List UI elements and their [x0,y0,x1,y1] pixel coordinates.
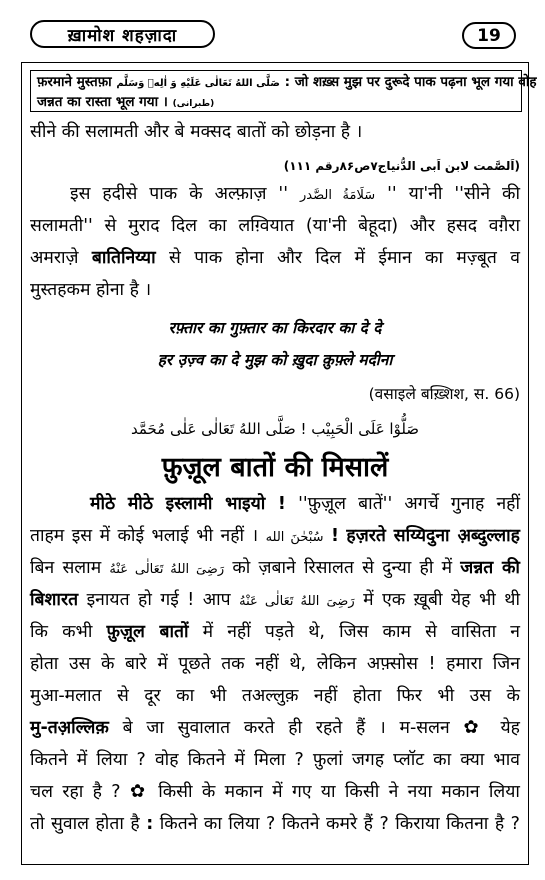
para-line-5: कि कभी फ़ुज़ूल बातों में नहीं पड़ते थे, जिस काम से वासिता न [30,622,520,642]
para-line-10: चल रहा है ? ✿ किसी के मकान में गए या किसी ने नया मकान लिया [30,781,520,802]
book-title: ख़ामोश शहज़ादा [30,20,215,48]
farman-box [30,70,537,112]
para-line-2: ताहम इस में कोई भलाई भी नहीं । سُبْحٰنَ الله ! हज़रते सय्यिदुना अ़ब्दुल्लाह [30,526,520,546]
citation-arabic: (اَلصَّمت لابن اَبی الدُّنیاج۷ص۸۶رقم ۱۱۱) [283,159,520,173]
text-line-5: अमराज़े बातिनिय्या से पाक होना और दिल में ईमान का मज़्बूत व [30,248,520,268]
para-line-6: होता उस के बारे में पूछते तक नहीं थे, लेकिन अफ़्सोस ! हमारा जिन [30,654,520,674]
para-line-7: मुआ-मलात से दूर का भी तअल्लुक़ नहीं होता फिर भी उस के [30,686,520,706]
page-number: 19 [462,22,516,49]
farman-text-2: जन्नत का रास्ता भूल गया । [37,94,168,110]
flower-icon: ✿ [463,717,487,738]
farman-text-1: : जो शख़्स मुझ पर दुरूदे पाक पढ़ना भूल गया वोह [284,74,537,90]
farman-heading: फ़रमाने मुस्तफ़ा [37,74,112,90]
text-line-1: सीने की सलामती और बे मक्सद बातों को छोड़ना है । [30,122,363,142]
text-line-6: मुस्तहकम होना है । [30,280,152,300]
verse-citation: (वसाइले बख़्शिश, स. 66) [368,385,520,403]
durood-line: صَلُّوْا عَلَی الْحَبِیْب ! صَلَّی اللهُ تَعَالٰی عَلٰی مُحَمَّد [130,420,420,438]
farman-salutation: صَلَّى اللهُ تَعَالٰی عَلَیْهِ وَ اٰلِهٖ وَسَلَّم [116,78,280,89]
para-line-3: बिन सलाम رَضِیَ اللهُ تَعَالٰی عَنْهُ को ज़बाने रिसालत से दुन्या ही में जन्नत की [30,558,520,578]
section-heading: फ़ुज़ूल बातों की मिसालें [161,452,389,483]
para-line-1: मीठे मीठे इस्लामी भाइयो ! ''फ़ुज़ूल बातें'' अगर्चे गुनाह नहीं [90,494,520,514]
para-line-9: कितने में लिया ? वोह कितने में मिला ? फ़ुलां जगह प्लॉट का क्या भाव [30,750,520,770]
verse-line-2: हर उ़ज़्व का दे मुझ को ख़ुदा क़ुफ़्ले मदीना [157,351,393,369]
text-line-4: सलामती'' से मुराद दिल का लग़्वियात (या'नी बेहूदा) और हसद वग़ैरा [30,216,520,236]
arabic-phrase: سَلَامَةُ الصَّدر [300,188,376,203]
farman-source: (طبرانی) [172,99,215,109]
para-line-11: तो सुवाल होता है : कितने का लिया ? कितने कमरे हैं ? किराया कितना है ? [30,814,520,834]
text-line-3: इस हदीसे पाक के अल्फ़ाज़ '' سَلَامَةُ الصَّدر '' या'नी ''सीने की [70,184,520,204]
flower-icon: ✿ [129,781,149,802]
para-line-8: मु-तअ़ल्लिक़ बे जा सुवालात करते ही रहते हैं । म-सलन ✿ येह [30,717,520,738]
para-line-4: बिशारत इनायत हो गई ! आप رَضِیَ اللهُ تَعَالٰی عَنْهُ में एक ख़ूबी येह भी थी [30,590,520,610]
verse-line-1: रफ़्तार का गुफ़्तार का किरदार का दे दे [168,319,382,337]
